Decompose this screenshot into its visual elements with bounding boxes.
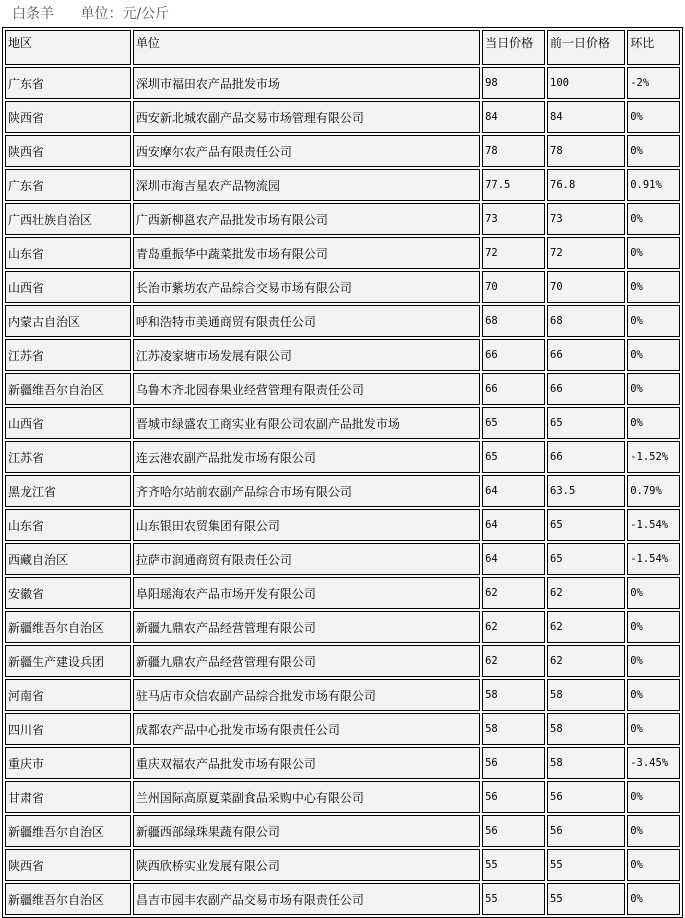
- cell-previous-price: 56: [547, 815, 625, 847]
- cell-market: 青岛重振华中蔬菜批发市场有限公司: [133, 237, 480, 269]
- cell-change: 0%: [627, 305, 680, 337]
- cell-market: 广西新柳邕农产品批发市场有限公司: [133, 203, 480, 235]
- cell-previous-price: 55: [547, 883, 625, 915]
- cell-previous-price: 68: [547, 305, 625, 337]
- cell-market: 乌鲁木齐北园春果业经营管理有限责任公司: [133, 373, 480, 405]
- table-row: [5, 407, 680, 439]
- cell-today-price: 78: [482, 135, 545, 167]
- cell-today-price: 62: [482, 645, 545, 677]
- cell-change: 0%: [627, 713, 680, 745]
- cell-market: 长治市紫坊农产品综合交易市场有限公司: [133, 271, 480, 303]
- cell-change: 0%: [627, 135, 680, 167]
- cell-region: 山东省: [5, 509, 131, 541]
- table-row: [5, 713, 680, 745]
- cell-region: 陕西省: [5, 849, 131, 881]
- cell-market: 连云港农副产品批发市场有限公司: [133, 441, 480, 473]
- cell-market: 成都农产品中心批发市场有限责任公司: [133, 713, 480, 745]
- cell-market: 西安新北城农副产品交易市场管理有限公司: [133, 101, 480, 133]
- cell-previous-price: 58: [547, 713, 625, 745]
- table-row: [5, 271, 680, 303]
- table-header-row: [5, 30, 680, 65]
- cell-market: 深圳市福田农产品批发市场: [133, 67, 480, 99]
- cell-previous-price: 84: [547, 101, 625, 133]
- header-previous-price: 前一日价格: [547, 30, 625, 65]
- table-row: [5, 237, 680, 269]
- cell-change: -1.52%: [627, 441, 680, 473]
- cell-previous-price: 66: [547, 441, 625, 473]
- cell-change: 0%: [627, 237, 680, 269]
- cell-change: 0%: [627, 645, 680, 677]
- cell-market: 新疆九鼎农产品经营管理有限公司: [133, 611, 480, 643]
- cell-today-price: 56: [482, 747, 545, 779]
- table-row: [5, 815, 680, 847]
- cell-region: 陕西省: [5, 101, 131, 133]
- cell-previous-price: 63.5: [547, 475, 625, 507]
- cell-market: 江苏凌家塘市场发展有限公司: [133, 339, 480, 371]
- cell-change: 0%: [627, 271, 680, 303]
- cell-previous-price: 72: [547, 237, 625, 269]
- cell-previous-price: 62: [547, 577, 625, 609]
- cell-previous-price: 65: [547, 543, 625, 575]
- cell-region: 新疆维吾尔自治区: [5, 815, 131, 847]
- cell-change: 0%: [627, 815, 680, 847]
- cell-market: 拉萨市润通商贸有限责任公司: [133, 543, 480, 575]
- cell-region: 山西省: [5, 407, 131, 439]
- price-table: [2, 27, 683, 918]
- cell-market: 新疆九鼎农产品经营管理有限公司: [133, 645, 480, 677]
- table-row: [5, 747, 680, 779]
- cell-region: 广东省: [5, 67, 131, 99]
- cell-change: 0%: [627, 679, 680, 711]
- table-row: [5, 509, 680, 541]
- cell-region: 西藏自治区: [5, 543, 131, 575]
- cell-region: 内蒙古自治区: [5, 305, 131, 337]
- cell-region: 广西壮族自治区: [5, 203, 131, 235]
- table-row: [5, 781, 680, 813]
- cell-region: 广东省: [5, 169, 131, 201]
- table-row: [5, 305, 680, 337]
- cell-change: 0%: [627, 883, 680, 915]
- cell-change: -1.54%: [627, 509, 680, 541]
- cell-region: 陕西省: [5, 135, 131, 167]
- table-row: [5, 543, 680, 575]
- cell-market: 深圳市海吉星农产品物流园: [133, 169, 480, 201]
- cell-previous-price: 65: [547, 509, 625, 541]
- cell-previous-price: 70: [547, 271, 625, 303]
- table-row: [5, 441, 680, 473]
- cell-change: 0.91%: [627, 169, 680, 201]
- unit-label: 单位：元/公斤: [80, 6, 170, 22]
- table-row: [5, 849, 680, 881]
- cell-today-price: 65: [482, 407, 545, 439]
- cell-previous-price: 58: [547, 747, 625, 779]
- cell-market: 陕西欣桥实业发展有限公司: [133, 849, 480, 881]
- header-today-price: 当日价格: [482, 30, 545, 65]
- cell-region: 山西省: [5, 271, 131, 303]
- cell-market: 兰州国际高原夏菜副食品采购中心有限公司: [133, 781, 480, 813]
- table-row: [5, 611, 680, 643]
- cell-region: 江苏省: [5, 441, 131, 473]
- cell-previous-price: 56: [547, 781, 625, 813]
- cell-today-price: 56: [482, 815, 545, 847]
- cell-region: 河南省: [5, 679, 131, 711]
- cell-previous-price: 76.8: [547, 169, 625, 201]
- cell-region: 四川省: [5, 713, 131, 745]
- cell-market: 晋城市绿盛农工商实业有限公司农副产品批发市场: [133, 407, 480, 439]
- cell-market: 昌吉市园丰农副产品交易市场有限责任公司: [133, 883, 480, 915]
- cell-previous-price: 66: [547, 373, 625, 405]
- cell-today-price: 73: [482, 203, 545, 235]
- cell-change: 0%: [627, 339, 680, 371]
- table-row: [5, 203, 680, 235]
- cell-change: -2%: [627, 67, 680, 99]
- cell-previous-price: 65: [547, 407, 625, 439]
- cell-previous-price: 78: [547, 135, 625, 167]
- cell-today-price: 56: [482, 781, 545, 813]
- cell-change: 0%: [627, 407, 680, 439]
- table-row: [5, 577, 680, 609]
- cell-region: 重庆市: [5, 747, 131, 779]
- cell-previous-price: 55: [547, 849, 625, 881]
- cell-region: 新疆维吾尔自治区: [5, 883, 131, 915]
- cell-today-price: 84: [482, 101, 545, 133]
- cell-change: -3.45%: [627, 747, 680, 779]
- cell-change: 0%: [627, 781, 680, 813]
- cell-region: 新疆维吾尔自治区: [5, 611, 131, 643]
- header-change: 环比: [627, 30, 680, 65]
- cell-region: 甘肃省: [5, 781, 131, 813]
- cell-today-price: 58: [482, 713, 545, 745]
- table-row: [5, 67, 680, 99]
- cell-today-price: 62: [482, 577, 545, 609]
- cell-today-price: 77.5: [482, 169, 545, 201]
- cell-today-price: 65: [482, 441, 545, 473]
- cell-change: 0%: [627, 577, 680, 609]
- cell-market: 重庆双福农产品批发市场有限公司: [133, 747, 480, 779]
- cell-market: 新疆西部绿珠果蔬有限公司: [133, 815, 480, 847]
- cell-previous-price: 66: [547, 339, 625, 371]
- cell-today-price: 64: [482, 509, 545, 541]
- cell-today-price: 68: [482, 305, 545, 337]
- cell-today-price: 66: [482, 373, 545, 405]
- cell-change: 0%: [627, 203, 680, 235]
- cell-previous-price: 100: [547, 67, 625, 99]
- cell-previous-price: 62: [547, 645, 625, 677]
- table-row: [5, 101, 680, 133]
- table-row: [5, 169, 680, 201]
- table-row: [5, 135, 680, 167]
- cell-today-price: 72: [482, 237, 545, 269]
- cell-region: 黑龙江省: [5, 475, 131, 507]
- cell-today-price: 64: [482, 475, 545, 507]
- cell-today-price: 70: [482, 271, 545, 303]
- cell-market: 驻马店市众信农副产品综合批发市场有限公司: [133, 679, 480, 711]
- cell-market: 阜阳瑶海农产品市场开发有限公司: [133, 577, 480, 609]
- cell-region: 新疆维吾尔自治区: [5, 373, 131, 405]
- cell-region: 山东省: [5, 237, 131, 269]
- cell-today-price: 98: [482, 67, 545, 99]
- table-row: [5, 339, 680, 371]
- cell-market: 西安摩尔农产品有限责任公司: [133, 135, 480, 167]
- cell-previous-price: 62: [547, 611, 625, 643]
- cell-change: 0.79%: [627, 475, 680, 507]
- cell-market: 山东银田农贸集团有限公司: [133, 509, 480, 541]
- table-row: [5, 475, 680, 507]
- cell-region: 江苏省: [5, 339, 131, 371]
- cell-market: 呼和浩特市美通商贸有限责任公司: [133, 305, 480, 337]
- cell-market: 齐齐哈尔站前农副产品综合市场有限公司: [133, 475, 480, 507]
- price-table-body: [5, 30, 680, 915]
- cell-region: 新疆生产建设兵团: [5, 645, 131, 677]
- cell-change: 0%: [627, 849, 680, 881]
- table-row: [5, 645, 680, 677]
- cell-today-price: 55: [482, 883, 545, 915]
- cell-change: -1.54%: [627, 543, 680, 575]
- cell-region: 安徽省: [5, 577, 131, 609]
- table-row: [5, 679, 680, 711]
- cell-today-price: 64: [482, 543, 545, 575]
- cell-previous-price: 73: [547, 203, 625, 235]
- table-row: [5, 883, 680, 915]
- product-name: 白条羊: [12, 6, 54, 22]
- cell-today-price: 58: [482, 679, 545, 711]
- table-caption: [12, 4, 169, 24]
- cell-change: 0%: [627, 373, 680, 405]
- cell-previous-price: 58: [547, 679, 625, 711]
- cell-change: 0%: [627, 611, 680, 643]
- cell-today-price: 62: [482, 611, 545, 643]
- header-unit: 单位: [133, 30, 480, 65]
- header-region: 地区: [5, 30, 131, 65]
- cell-today-price: 55: [482, 849, 545, 881]
- table-row: [5, 373, 680, 405]
- cell-change: 0%: [627, 101, 680, 133]
- cell-today-price: 66: [482, 339, 545, 371]
